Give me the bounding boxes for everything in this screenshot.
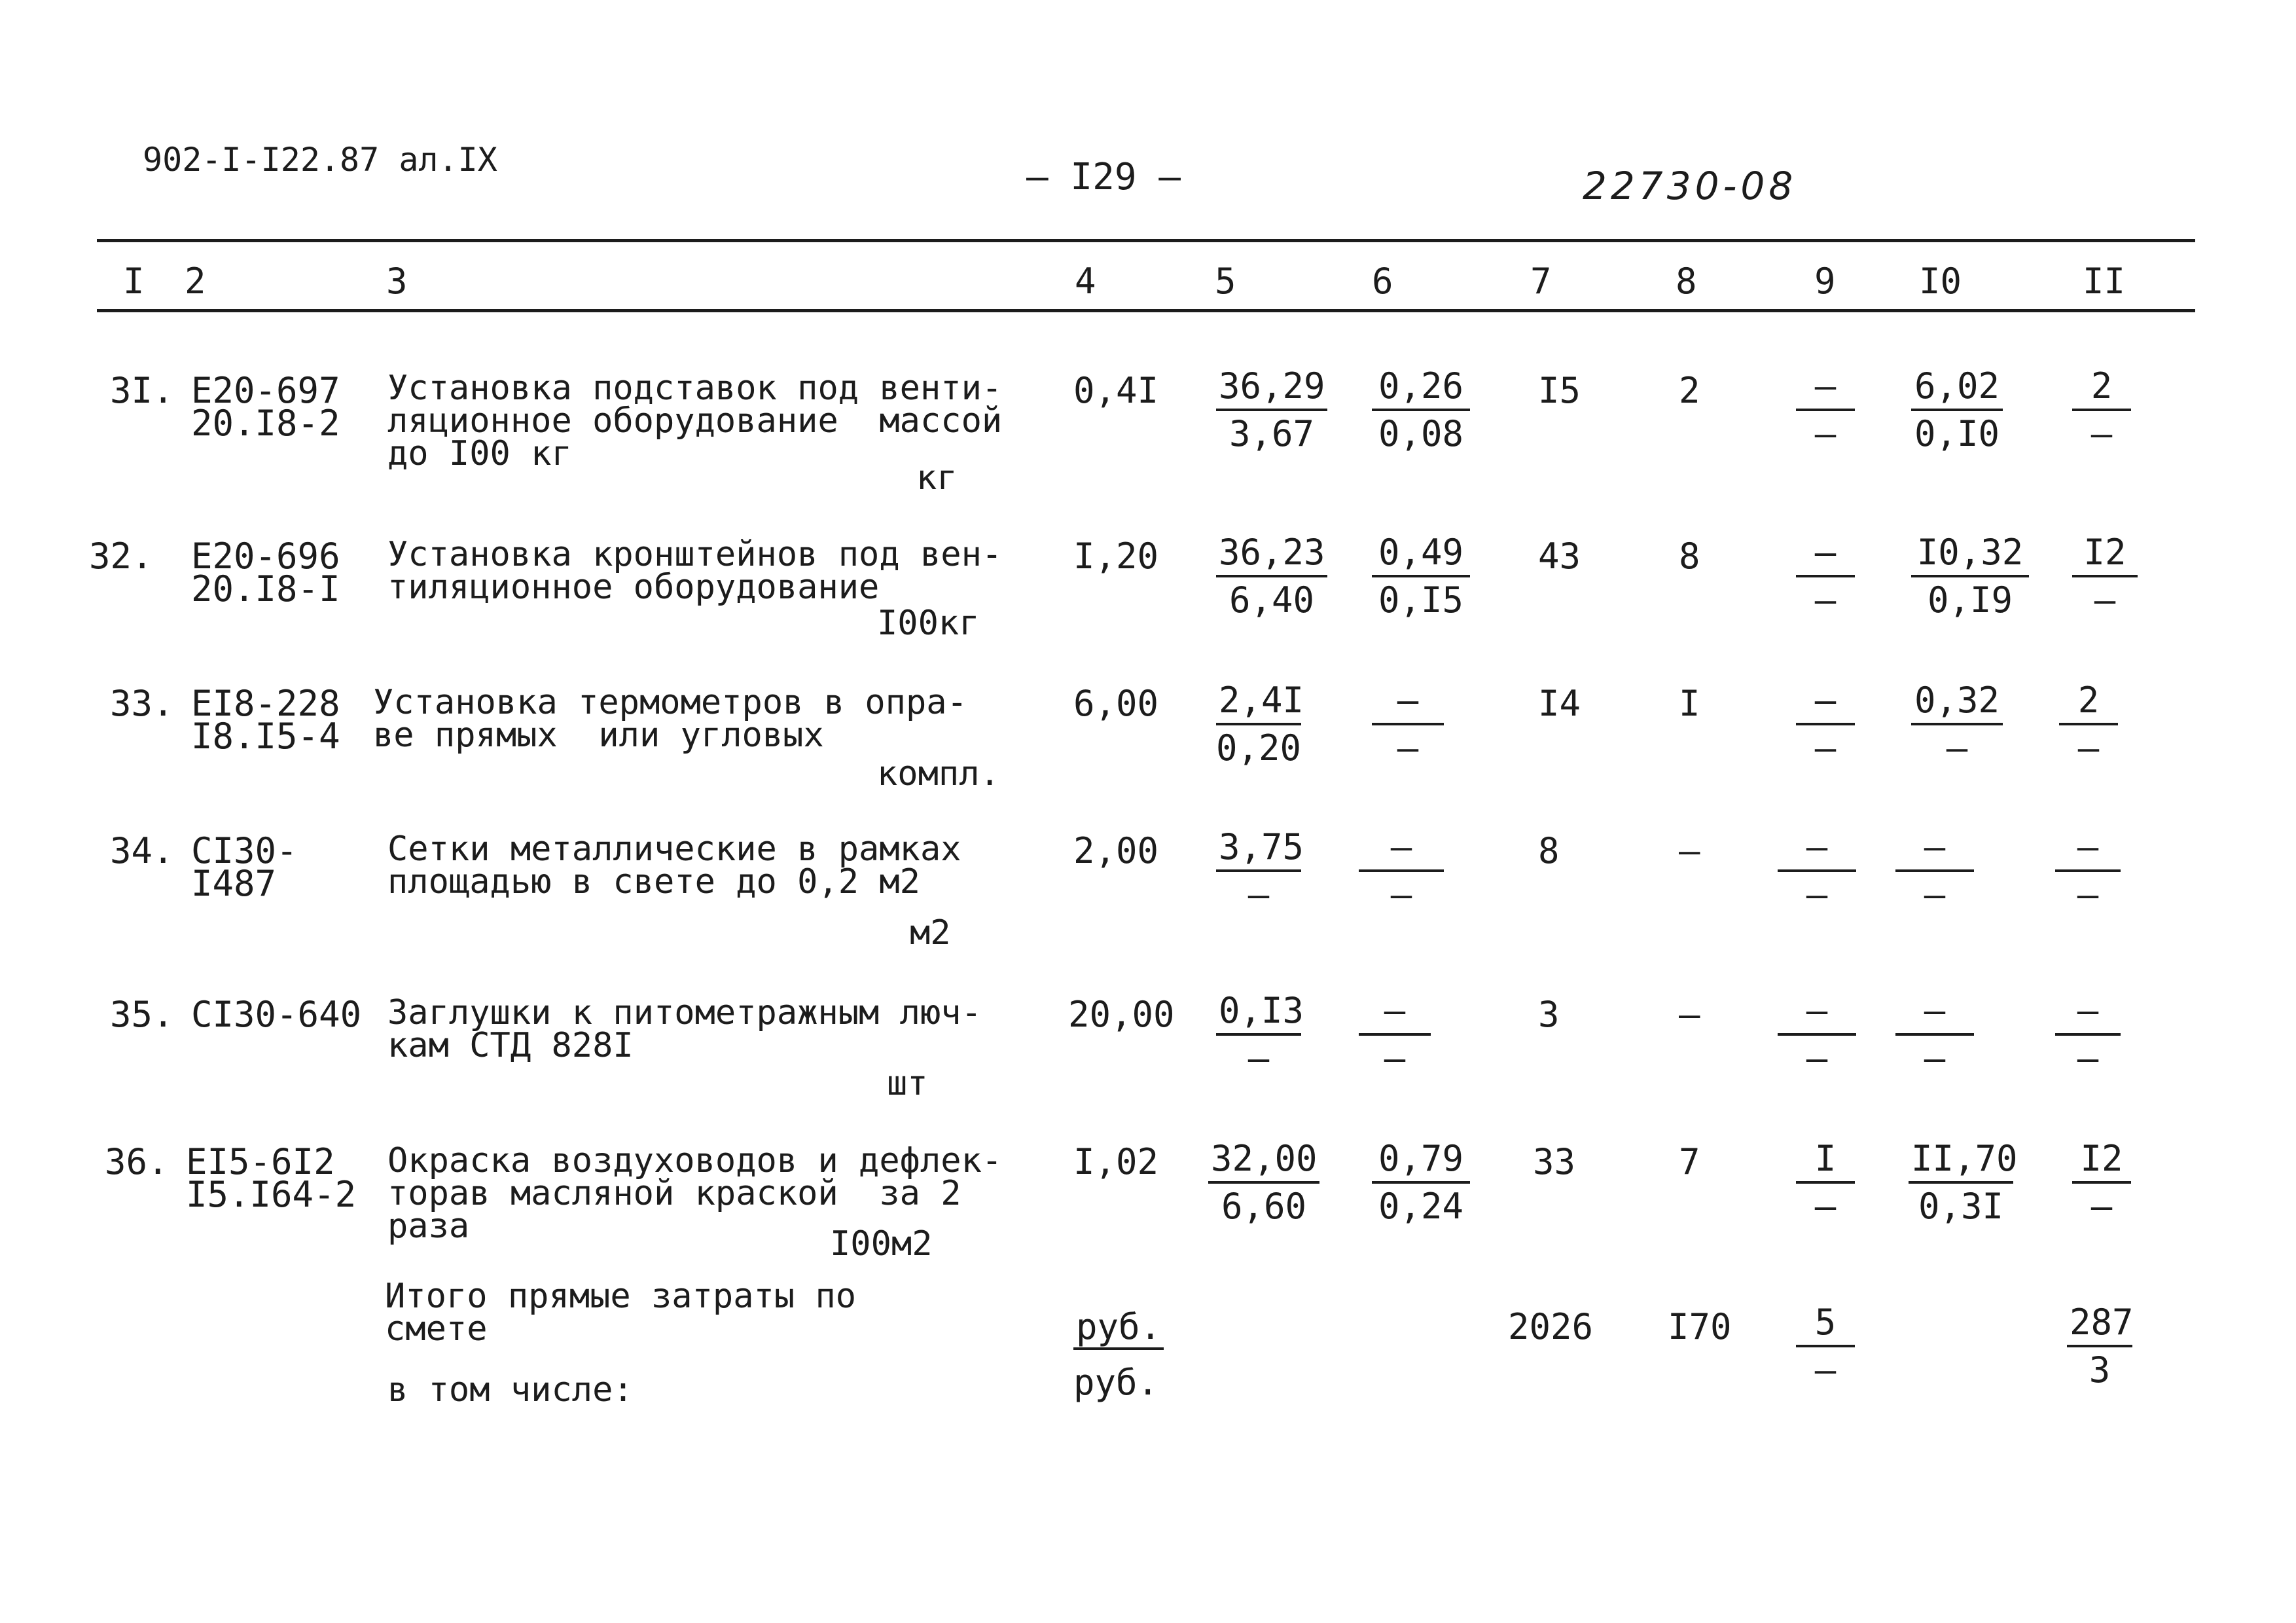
column-header: 7 (1530, 261, 1552, 302)
top-rule (97, 239, 2195, 242)
row-number: 32. (89, 536, 153, 577)
row-number: 3I. (110, 370, 174, 411)
column-header: 5 (1215, 261, 1236, 302)
work-description: Сетки металлические в рамках площадью в свете до 0,2 м2 (387, 830, 961, 902)
document-code: 902-I-I22.87 ал.IX (143, 141, 497, 179)
norm-code-secondary: 20.I8-2 (191, 403, 340, 444)
total-labor: I2 – (2072, 533, 2138, 623)
column-header: I0 (1919, 261, 1962, 302)
row-number: 34. (110, 830, 174, 871)
machine-cost: – – (1778, 991, 1856, 1082)
quantity: 0,4I (1073, 370, 1159, 411)
labor-cost: I (1679, 683, 1700, 724)
labor-hours: $\frac{II,70}{0,3I}$ (1909, 1139, 2013, 1230)
quantity: 6,00 (1073, 683, 1159, 724)
page-number: – I29 – (1026, 156, 1181, 198)
unit-cost: $\frac{36,23}{6,40}$ (1216, 533, 1327, 623)
including-unit: руб. (1073, 1362, 1159, 1403)
column-header: 8 (1676, 261, 1697, 302)
total-cost: I4 (1538, 683, 1581, 724)
machine-cost: I – (1796, 1139, 1855, 1230)
column-header: 6 (1372, 261, 1393, 302)
work-description: Установка подставок под венти- ляционное оборудование массой до I00 кг (387, 369, 1003, 473)
labor-hours: 0,32 – (1911, 681, 2003, 771)
norm-code-secondary: I8.I5-4 (191, 716, 340, 757)
unit: м2 (910, 913, 951, 953)
including-label: в том числе: (387, 1370, 634, 1410)
column-header: 2 (185, 261, 206, 302)
unit-cost: 3,75 – (1216, 828, 1301, 918)
totals-labor-cost: I70 (1668, 1306, 1732, 1347)
total-labor: – – (2055, 828, 2121, 918)
cost-breakdown: – – (1359, 828, 1444, 918)
cost-breakdown: – – (1372, 681, 1444, 771)
totals-machine-cost: 5 – (1796, 1303, 1855, 1393)
norm-code: ЕI5-6I2 (186, 1141, 335, 1182)
machine-cost: – – (1778, 828, 1856, 918)
header-rule (97, 309, 2195, 312)
labor-cost: – (1679, 830, 1700, 871)
total-labor: I2 – (2072, 1139, 2131, 1230)
norm-code: Е20-696 (191, 536, 340, 577)
norm-code-secondary: I5.I64-2 (186, 1174, 357, 1215)
labor-hours: $\frac{I0,32}{0,I9}$ (1911, 533, 2029, 623)
work-description: Заглушки к питометражным люч- кам СТД 828I (387, 993, 982, 1065)
totals-label: Итого прямые затраты по смете (385, 1277, 857, 1349)
total-cost: I5 (1538, 370, 1581, 411)
totals-direct-cost: 2026 (1508, 1306, 1594, 1347)
work-description: Установка термометров в опра- ве прямых или угловых (373, 683, 967, 755)
unit: кг (916, 458, 958, 498)
column-header: II (2083, 261, 2126, 302)
unit: шт (887, 1064, 928, 1103)
labor-hours: – – (1895, 991, 1974, 1082)
machine-cost: – – (1796, 367, 1855, 457)
labor-cost: 7 (1679, 1141, 1700, 1182)
cost-breakdown: – – (1359, 991, 1431, 1082)
totals-labor-hours: $\frac{287}{3}$ (2067, 1303, 2132, 1393)
labor-hours: $\frac{6,02}{0,I0}$ (1911, 367, 2003, 457)
serial-number: 22730-08 (1583, 164, 1797, 208)
machine-cost: – – (1796, 533, 1855, 623)
total-labor: 2 – (2059, 681, 2118, 771)
cost-breakdown: $\frac{0,26}{0,08}$ (1372, 367, 1470, 457)
labor-cost: 8 (1679, 536, 1700, 577)
row-number: 36. (105, 1141, 169, 1182)
row-number: 35. (110, 994, 174, 1035)
labor-cost: – (1679, 994, 1700, 1035)
total-cost: 43 (1538, 536, 1581, 577)
work-description: Установка кронштейнов под вен- тиляционное оборудование (387, 535, 1003, 607)
unit-cost: $\frac{2,4I}{0,20}$ (1216, 680, 1304, 769)
column-header: 3 (386, 261, 408, 302)
totals-unit: руб. (1073, 1306, 1164, 1350)
total-cost: 3 (1538, 994, 1560, 1035)
work-description: Окраска воздуховодов и дефлек- торав масляной краской за 2 раза (387, 1141, 1003, 1246)
column-header: 4 (1075, 261, 1096, 302)
total-cost: 33 (1533, 1141, 1576, 1182)
total-labor: 2 – (2072, 367, 2131, 457)
norm-code-secondary: 20.I8-I (191, 568, 340, 610)
quantity: 20,00 (1068, 994, 1175, 1035)
labor-hours: – – (1895, 828, 1974, 918)
machine-cost: – – (1796, 681, 1855, 771)
quantity: I,20 (1073, 536, 1159, 577)
quantity: 2,00 (1073, 830, 1159, 871)
cost-breakdown: $\frac{0,79}{0,24}$ (1372, 1139, 1470, 1230)
quantity: I,02 (1073, 1141, 1159, 1182)
unit-cost: $\frac{32,00}{6,60}$ (1208, 1139, 1319, 1230)
total-labor: – – (2055, 991, 2121, 1082)
unit: I00кг (877, 604, 980, 643)
unit: компл. (877, 754, 1000, 793)
norm-code: СI30- (191, 830, 298, 871)
norm-code: СI30-640 (191, 994, 362, 1035)
labor-cost: 2 (1679, 370, 1700, 411)
norm-code: Е20-697 (191, 370, 340, 411)
cost-breakdown: $\frac{0,49}{0,I5}$ (1372, 533, 1470, 623)
norm-code: ЕI8-228 (191, 683, 340, 724)
norm-code-secondary: I487 (191, 863, 277, 904)
total-cost: 8 (1538, 830, 1560, 871)
row-number: 33. (110, 683, 174, 724)
unit: I00м2 (830, 1224, 933, 1264)
column-header: I (123, 261, 145, 302)
unit-cost: 0,I3 – (1216, 991, 1301, 1082)
unit-cost: $\frac{36,29}{3,67}$ (1216, 367, 1327, 457)
column-header: 9 (1814, 261, 1836, 302)
